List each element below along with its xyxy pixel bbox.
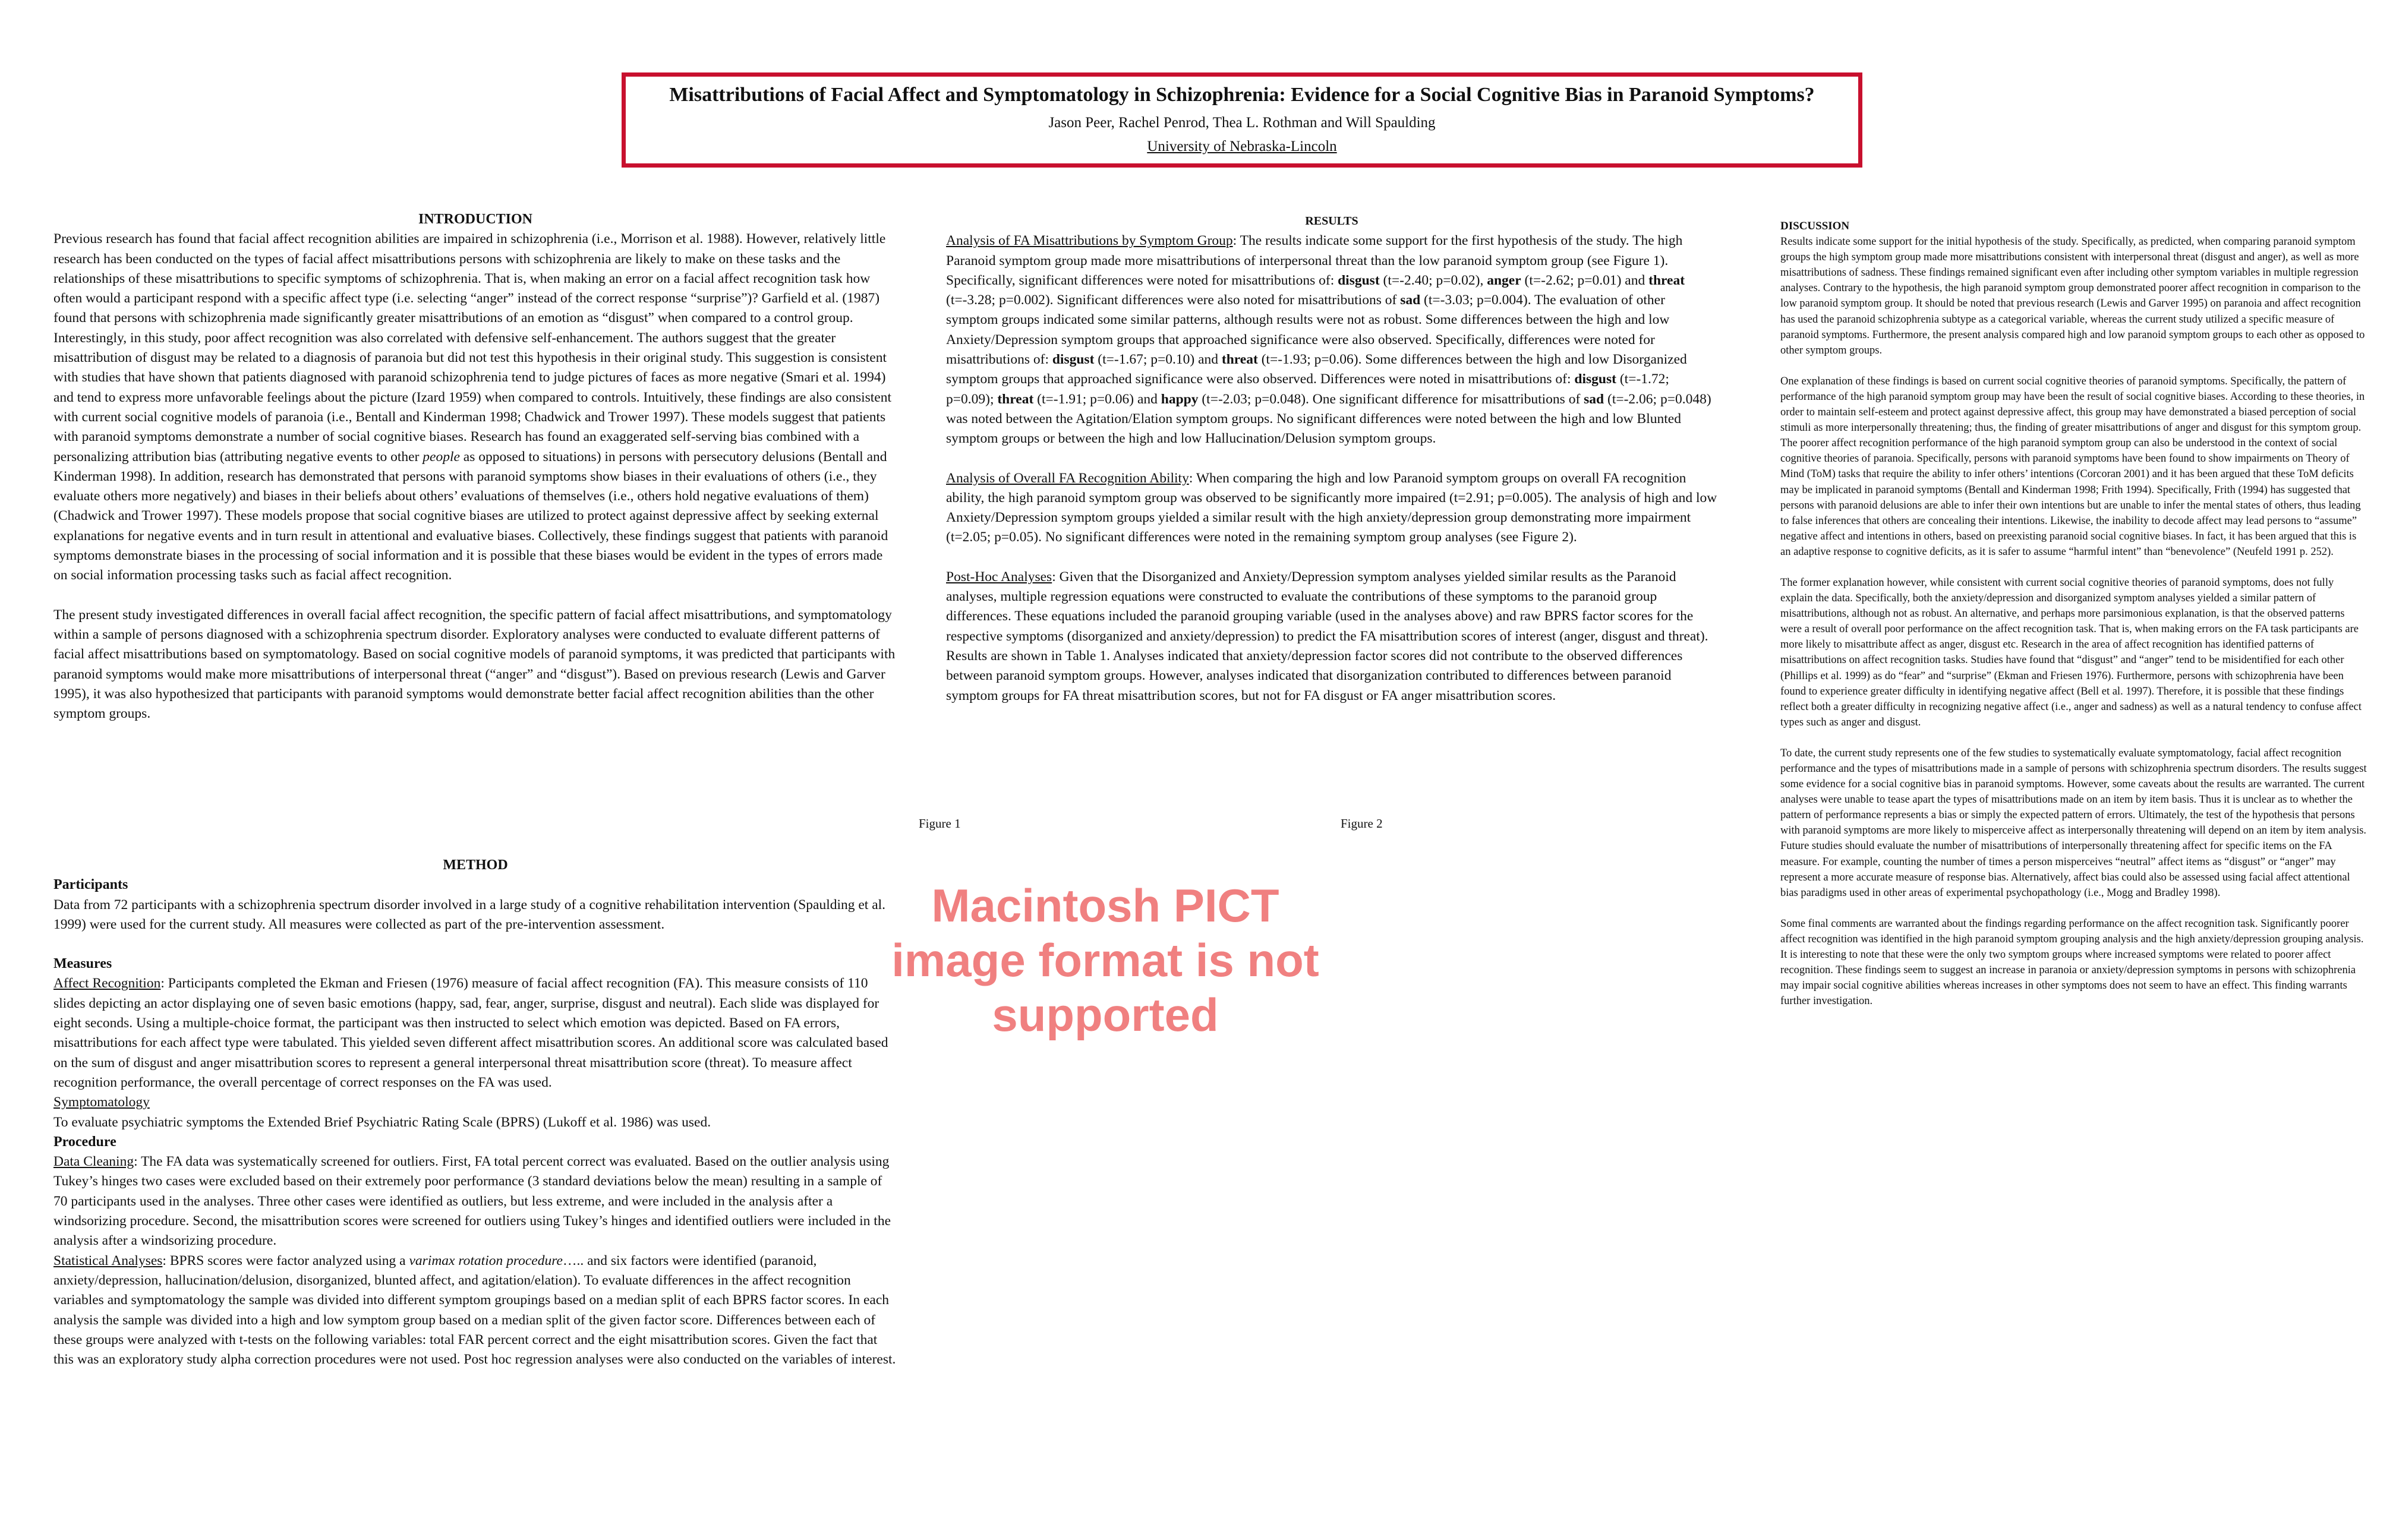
participants-heading: Participants: [53, 877, 128, 893]
introduction-heading: INTRODUCTION: [418, 212, 533, 227]
results-heading: RESULTS: [1305, 214, 1358, 228]
discussion-paragraph-1: Results indicate some support for the initial hypothesis of the study. Specifically, as predicted, when comparing paranoid symptom groups the high symptom group made more misattributions consistent with interpersonal threat (disgust and anger), as well as more misattributions of sadness. These findings remained significant even after including other symptom variables in multiple regression analyses. Contrary to the hypothesis, the high paranoid symptom group demonstrated poorer affect recognition in comparison to the low paranoid symptom group. It should be noted that previous research (Lewis and Garver 1995) on paranoia and affect recognition has used the paranoid schizophrenia subtype as a categorical variable, whereas the current study utilized a specific measure of paranoid symptoms. Furthermore, the present analysis compared high and low paranoid symptom groups to each other as opposed to other symptom groups.: [1780, 236, 2365, 356]
results-section: [946, 212, 1717, 706]
figure-1-label: Figure 1: [919, 816, 961, 831]
title-box: [622, 72, 1862, 168]
procedure-heading: Procedure: [53, 1134, 116, 1150]
results-paragraph-1: Analysis of FA Misattributions by Symptom Group: The results indicate some support for the first hypothesis of the study. The high Paranoid symptom group made more misattributions of interpersonal threat than the low paranoid symptom group (see Figure 1). Specifically, significant differences were noted for misattributions of: disgust (t=-2.40; p=0.02), anger (t=-2.62; p=0.01) and threat (t=-3.28; p=0.002). Significant differences were also noted for misattributions of sad (t=-3.03; p=0.004). The evaluation of other symptom groups indicated some similar patterns, although results were not as robust. Some differences between the high and low Anxiety/Depression symptom groups that approached significance were also observed. Specifically, differences were noted for misattributions of: disgust (t=-1.67; p=0.10) and threat (t=-1.93; p=0.06). Some differences between the high and low Disorganized symptom groups that approached significance were also observed. Differences were noted in misattributions of: disgust (t=-1.72; p=0.09); threat (t=-1.91; p=0.06) and happy (t=-2.03; p=0.048). One significant difference for misattributions of sad (t=-2.06; p=0.048) was noted between the Agitation/Elation symptom groups. No significant differences were noted between the high and low Blunted symptom groups or between the high and low Hallucination/Delusion symptom groups.: [946, 233, 1711, 447]
statistical-analyses-paragraph: Statistical Analyses: BPRS scores were factor analyzed using a varimax rotation procedure….. and six factors were identified (paranoid, anxiety/depression, hallucination/delusion, disorganized, blunted affect, and agitation/elation). To evaluate differences in the affect recognition variables and symptomatology the sample was divided into different symptom groupings based on a median split of each BPRS factor scores. In each analysis the sample was divided into a high and low symptom group based on a median split of the given factor score. Differences between each of these groups were analyzed with t-tests on the following variables: total FAR percent correct and the eight misattribution scores. Given the fact that this was an exploratory study alpha correction procedures were not used. Post hoc regression analyses were also conducted on the variables of interest.: [53, 1252, 896, 1368]
discussion-paragraph-5: Some final comments are warranted about the findings regarding performance on the affect recognition task. Significantly poorer affect recognition was identified in the high paranoid symptom grouping analysis and the high anxiety/depression grouping analysis. It is interesting to note that these were the only two symptom groups where increased symptoms were related to poorer affect recognition. These findings seem to suggest an increase in paranoia or anxiety/depression symptoms in persons with schizophrenia may impair social cognitive abilities whereas increases in other symptoms does not seem to have an effect. This finding warrants further investigation.: [1780, 917, 2364, 1008]
data-cleaning-paragraph: Data Cleaning: The FA data was systematically screened for outliers. First, FA total percent correct was evaluated. Based on the outlier analysis using Tukey’s hinges two cases were excluded based on their extremely poor performance (3 standard deviations below the mean) resulting in a sample of 70 participants used in the analyses. Three other cases were identified as outliers, but less extreme, and were included in the analysis after a windsorizing procedure. Second, the misattribution scores were screened for outliers using Tukey’s hinges and identified outliers were included in the analysis after a windsorizing procedure.: [53, 1154, 891, 1249]
discussion-paragraph-2: One explanation of these findings is based on current social cognitive theories of paranoid symptoms. Specifically, the pattern of performance of the high paranoid symptom group may have been the result of social cognitive biases. According to these theories, in order to maintain self-esteem and protect against depressive affect, this group may have demonstrated a biased perception of social stimuli as more interpersonally threatening; thus, the finding of greater misattributions of anger and disgust for this symptom group. The poorer affect recognition performance of the high paranoid symptom group can also be understood in the context of social cognitive theories of paranoia. Specifically, persons with paranoid symptoms have been found to show impairments on Theory of Mind (ToM) tasks that require the ability to infer others’ intentions (Corcoran 2001) and it has been argued that these ToM deficits may be implicated in paranoid symptoms (Bentall and Kinderman 1998; Frith 1994). Specifically, Frith (1994) has suggested that persons with paranoid delusions are able to infer their own intentions but are unable to infer the mental states of others, thus leading to false inferences that others are concealing their intentions. Likewise, the inability to decode affect may lead persons to “assume” negative affect and intentions in others, based on preexisting paranoid social cognitive biases. In fact, it has been argued that this is an adaptive response to cognitive deficits, as it is safer to assume “harmful intent” than “benevolence” (Neufeld 1991 p. 252).: [1780, 375, 2365, 558]
results-paragraph-2: Analysis of Overall FA Recognition Ability: When comparing the high and low Paranoid symptom groups on overall FA recognition ability, the high paranoid symptom group was observed to be significantly more impaired (t=2.91; p=0.005). The analysis of high and low Anxiety/Depression symptom groups yielded a similar result with the high anxiety/depression group demonstrating more impairment (t=2.05; p=0.05). No significant differences were noted in the remaining symptom group analyses (see Figure 2).: [946, 470, 1717, 545]
authors: Jason Peer, Rachel Penrod, Thea L. Rothman and Will Spaulding: [1048, 115, 1436, 131]
introduction-section: [53, 210, 897, 724]
discussion-heading: DISCUSSION: [1780, 220, 1850, 232]
unsupported-image-placeholder: Macintosh PICT image format is not supported: [891, 879, 1319, 1041]
discussion-section: [1780, 219, 2369, 1009]
poster-title: Misattributions of Facial Affect and Symptomatology in Schizophrenia: Evidence for a Social Cognitive Bias in Paranoid Symptoms?: [669, 84, 1815, 106]
discussion-paragraph-3: The former explanation however, while consistent with current social cognitive theories of paranoid symptoms, does not fully explain the data. Specifically, both the anxiety/depression and disorganized symptom analyses yielded a similar pattern of misattributions, although not as robust. An alternative, and perhaps more parsimonious explanation, is that the observed patterns were a result of overall poor performance on the affect recognition task. That is, when making errors on the FA task participants are more likely to misattribute affect as anger, disgust etc. Research in the area of affect recognition has identified patterns of misattributions on affect recognition tasks. Studies have found that “disgust” and “anger” tend to be misidentified for each other (Phillips et al. 1999) as do “fear” and “surprise” (Ekman and Friesen 1976). Furthermore, persons with schizophrenia have been found to experience greater difficulty in identifying negative affect (Bell et al. 1997). Therefore, it is possible that these findings reflect both a greater difficulty in recognizing negative affect (i.e., anger and sadness) as well as a natural tendency to confuse affect types such as anger and disgust.: [1780, 576, 2362, 728]
participants-text: Data from 72 participants with a schizophrenia spectrum disorder involved in a large study of a cognitive rehabilitation intervention (Spaulding et al. 1999) were used for the current study. All measures were collected as part of the pre-intervention assessment.: [53, 897, 886, 932]
affect-recognition-paragraph: Affect Recognition: Participants completed the Ekman and Friesen (1976) measure of facial affect recognition (FA). This measure consists of 110 slides depicting an actor displaying one of seven basic emotions (happy, sad, fear, anger, surprise, disgust and neutral). Each slide was displayed for eight seconds. Using a multiple-choice format, the participant was then instructed to select which emotion was depicted. Based on FA errors, misattributions for each affect type were tabulated. This yielded seven different affect misattribution scores. An additional score was calculated based on the sum of disgust and anger misattribution scores to represent a general interpersonal threat misattribution score (threat). To measure affect recognition performance, the overall percentage of correct responses on the FA was used.: [53, 976, 888, 1090]
figure-2-label: Figure 2: [1341, 816, 1383, 831]
symptomatology-text: To evaluate psychiatric symptoms the Extended Brief Psychiatric Rating Scale (BPRS) (Lukoff et al. 1986) was used.: [53, 1114, 711, 1130]
measures-heading: Measures: [53, 956, 112, 972]
introduction-paragraph-2: The present study investigated differences in overall facial affect recognition, the specific pattern of facial affect misattributions, and symptomatology within a sample of persons diagnosed with a schizophrenia spectrum disorder. Exploratory analyses were conducted to evaluate different patterns of facial affect misattributions based on symptomatology. Based on social cognitive models of paranoid symptoms, it was predicted that participants with paranoid symptoms would make more misattributions of interpersonal threat (“anger” and “disgust”). Based on previous research (Lewis and Garver 1995), it was also hypothesized that participants with paranoid symptoms would demonstrate better facial affect recognition abilities than the other symptom groups.: [53, 607, 896, 722]
affiliation: University of Nebraska-Lincoln: [1147, 138, 1337, 154]
discussion-paragraph-4: To date, the current study represents one of the few studies to systematically evaluate symptomatology, facial affect recognition performance and the types of misattributions made in a sample of persons with schizophrenia spectrum disorders. The results suggest some evidence for a social cognitive bias in paranoid symptoms. However, some caveats about the results are warranted. The current analyses were unable to tease apart the types of misattributions made on an item by item basis. Thus it is unclear as to whether the pattern of performance represents a bias or simply the expected pattern of errors. Ultimately, the test of the hypothesis that persons with paranoid symptoms are more likely to misperceive affect as interpersonally threatening will depend on an item by item analysis. Future studies should evaluate the number of misattributions of interpersonally threatening affect for specific items on the FA measure. For example, counting the number of times a person misperceives “neutral” affect items as “disgust” or “anger” may represent a more accurate measure of response bias. Alternatively, affect bias could also be assessed using facial affect attentional bias paradigms used in other areas of experimental psychopathology (i.e., Mogg and Bradley 1998).: [1780, 747, 2367, 899]
method-heading: METHOD: [443, 857, 508, 873]
introduction-paragraph-1: Previous research has found that facial affect recognition abilities are impaired in schizophrenia (i.e., Morrison et al. 1988). However, relatively little research has been conducted on the types of facial affect misattributions persons with schizophrenia are likely to make on these tasks and the relationships of these misattributions to specific symptoms of schizophrenia. That is, when making an error on a facial affect recognition task how often would a participant respond with a specific affect type (i.e. selecting “anger” instead of the correct response “surprise”)? Garfield et al. (1987) found that persons with schizophrenia made significantly greater misattributions of an emotion as “disgust” when compared to a control group. Interestingly, in this study, poor affect recognition was also correlated with defensive self-enhancement. The authors suggest that the greater misattribution of disgust may be related to a diagnosis of paranoia but did not test this hypothesis in their original study. This suggestion is consistent with studies that have shown that patients diagnosed with paranoid schizophrenia tend to judge pictures of faces as more negative (Smari et al. 1994) and tend to express more unfavorable feelings about the picture (Izard 1959) when compared to controls. Intuitively, these findings are also consistent with current social cognitive models of paranoia (i.e., Bentall and Kinderman 1998; Chadwick and Trower 1997). These models suggest that patients with paranoid symptoms demonstrate a number of social cognitive biases. Research has found an exaggerated self-serving bias combined with a personalizing attribution bias (attributing negative events to other people as opposed to situations) in persons with persecutory delusions (Bentall and Kinderman 1998). In addition, research has demonstrated that persons with paranoid symptoms show biases in their evaluations of others (i.e., they evaluate others more negatively) and biases in their beliefs about others’ evaluations of themselves (i.e., others hold negative evaluations of them) (Chadwick and Trower 1997). These models propose that social cognitive biases are utilized to protect against depressive affect by seeking external explanations for negative events and in turn result in attentional and evaluative biases. Collectively, these findings suggest that patients with paranoid symptoms demonstrate biases in the processing of social information and it is possible that these biases would be evident in the types of errors made on social information processing tasks such as facial affect recognition.: [53, 231, 891, 583]
method-section: [53, 856, 897, 1369]
symptomatology-label: Symptomatology: [53, 1094, 150, 1110]
results-paragraph-3: Post-Hoc Analyses: Given that the Disorganized and Anxiety/Depression symptom analyses yielded similar results as the Paranoid analyses, multiple regression equations were constructed to evaluate the contributions of these symptoms to the paranoid group differences. These equations included the paranoid grouping variable (used in the analyses above) and raw BPRS factor scores for the respective symptoms (disorganized and anxiety/depression) to predict the FA misattribution scores of interest (anger, disgust and threat). Results are shown in Table 1. Analyses indicated that anxiety/depression factor scores did not contribute to the observed differences between paranoid symptom groups. However, analyses indicated that disorganization contributed to differences between paranoid symptom groups for FA threat misattribution scores, but not for FA disgust or FA anger misattribution scores.: [946, 569, 1708, 703]
